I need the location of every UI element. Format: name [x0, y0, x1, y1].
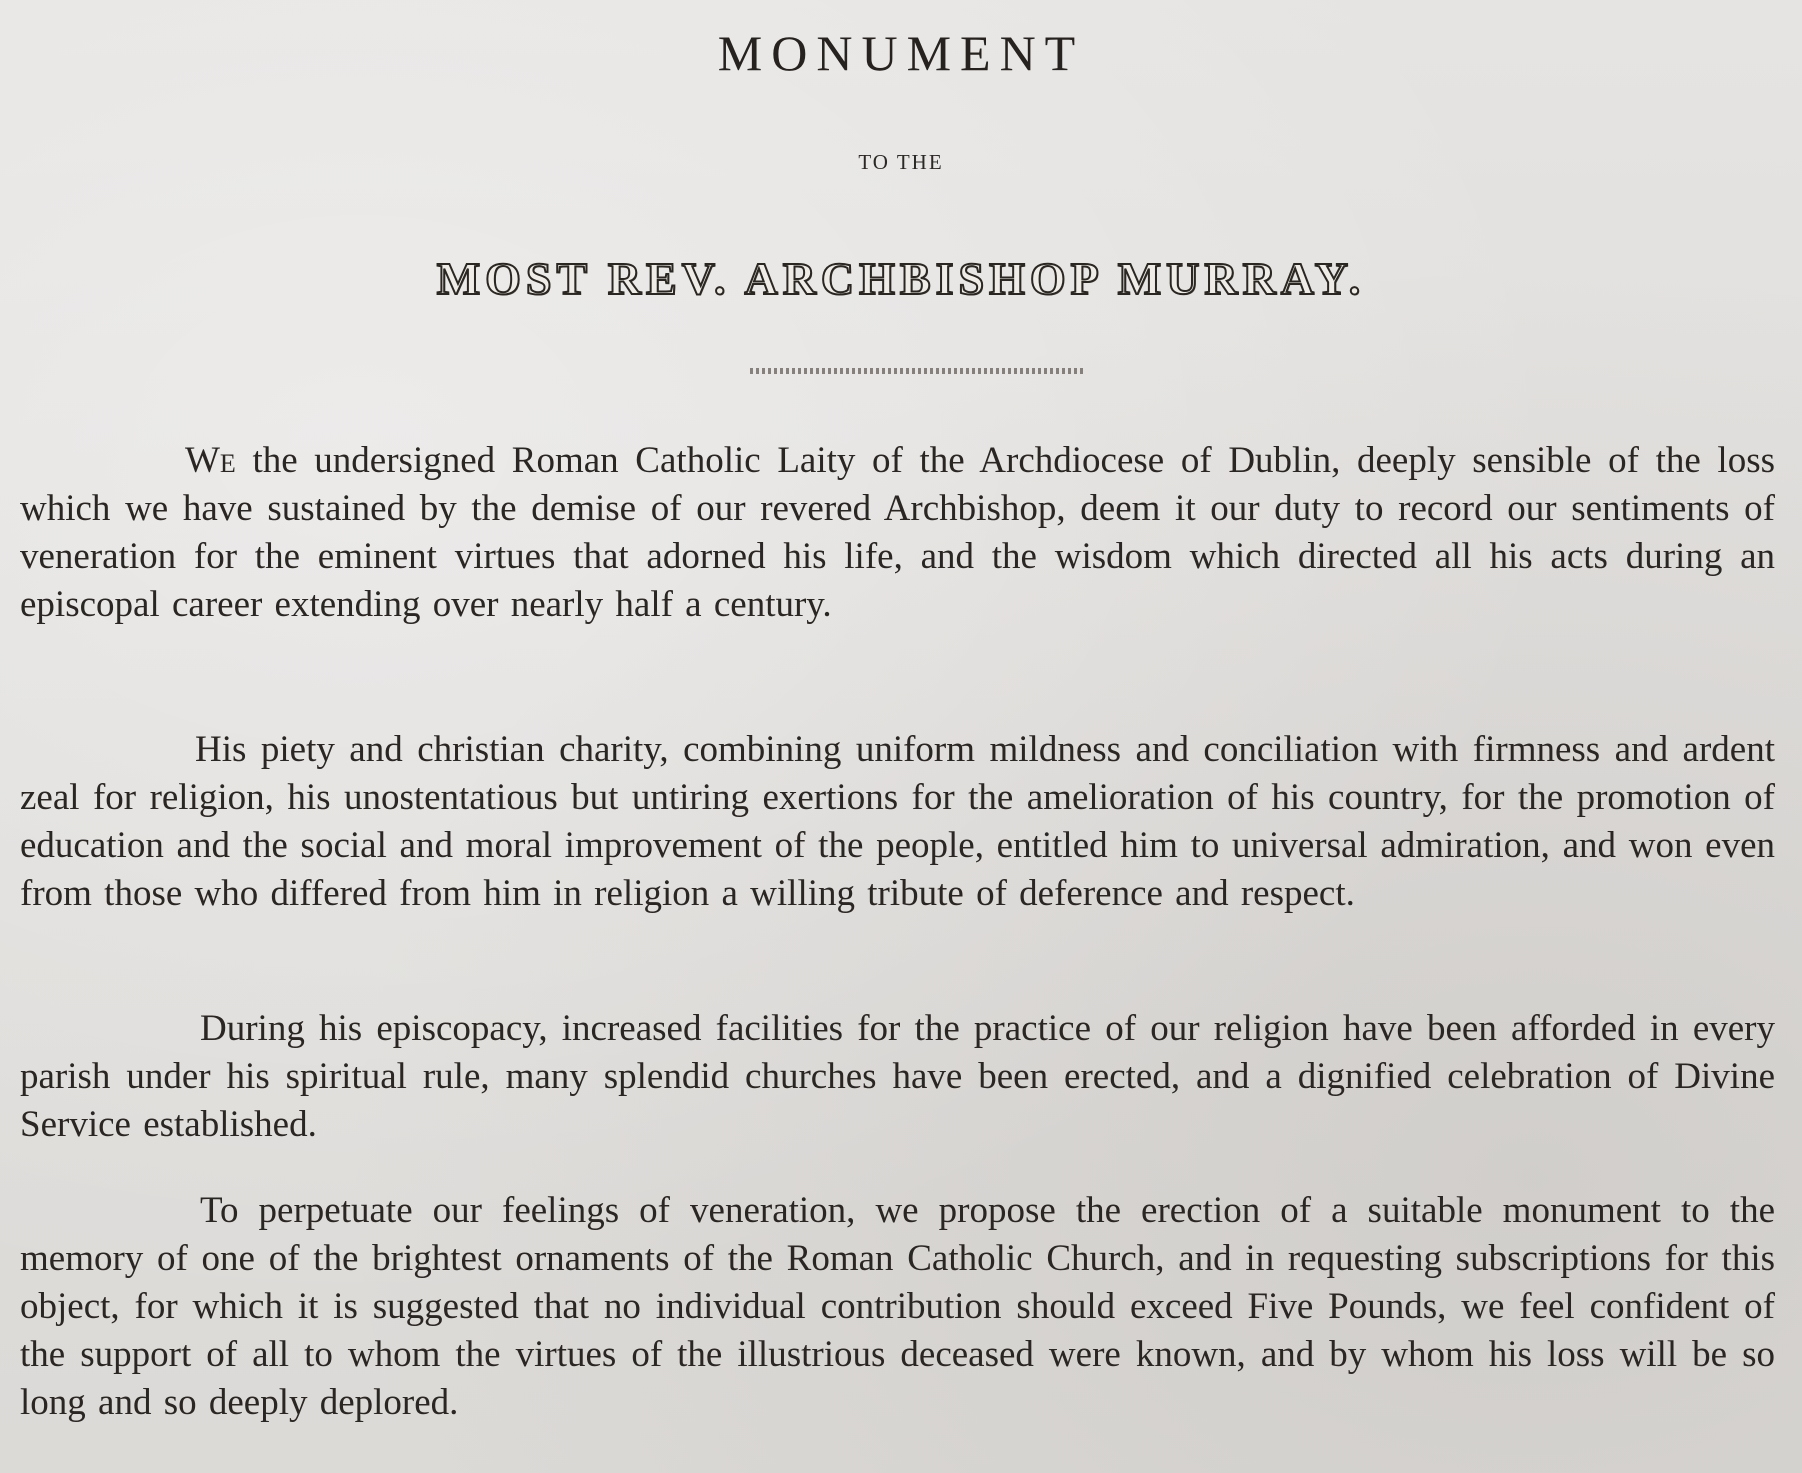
- paragraph-3: During his episcopacy, increased facilities for the practice of our religion have been afforded in every parish under his spiritual rule, many splendid churches have been erected, and a dignified celebration of Divine Service established.: [20, 1008, 1775, 1145]
- document-title: MONUMENT: [717, 25, 1085, 81]
- document-heading: MOST REV. ARCHBISHOP MURRAY.: [436, 253, 1366, 304]
- paragraph-1: [20, 437, 1775, 629]
- paragraph-1-lead: We: [185, 440, 236, 481]
- paragraph-4: To perpetuate our feelings of veneration, we propose the erection of a suitable monument to the memory of one of the brightest ornaments of the Roman Catholic Church, and in requesting subscriptions for this object, for which it is suggested that no individual contribution should exceed Five Pounds, we feel confident of the support of all to whom the virtues of the illustrious deceased were known, and by whom his loss will be so long and so deeply deplored.: [20, 1190, 1775, 1423]
- decorative-divider: [750, 368, 1086, 374]
- document-subtitle: TO THE: [858, 150, 944, 174]
- paragraph-1-text: the undersigned Roman Catholic Laity of the Archdiocese of Dublin, deeply sensible of the loss which we have sustained by the demise of our revered Archbishop, deem it our duty to record our sentiments of veneration for the eminent virtues that adorned his life, and the wisdom which directed all his acts during an episcopal career extending over nearly half a century.: [20, 440, 1775, 625]
- paragraph-2: His piety and christian charity, combining uniform mildness and conciliation with firmness and ardent zeal for religion, his unostentatious but untiring exertions for the amelioration of his country, for the promotion of education and the social and moral improvement of the people, entitled him to universal admiration, and won even from those who differed from him in religion a willing tribute of deference and respect.: [20, 729, 1775, 914]
